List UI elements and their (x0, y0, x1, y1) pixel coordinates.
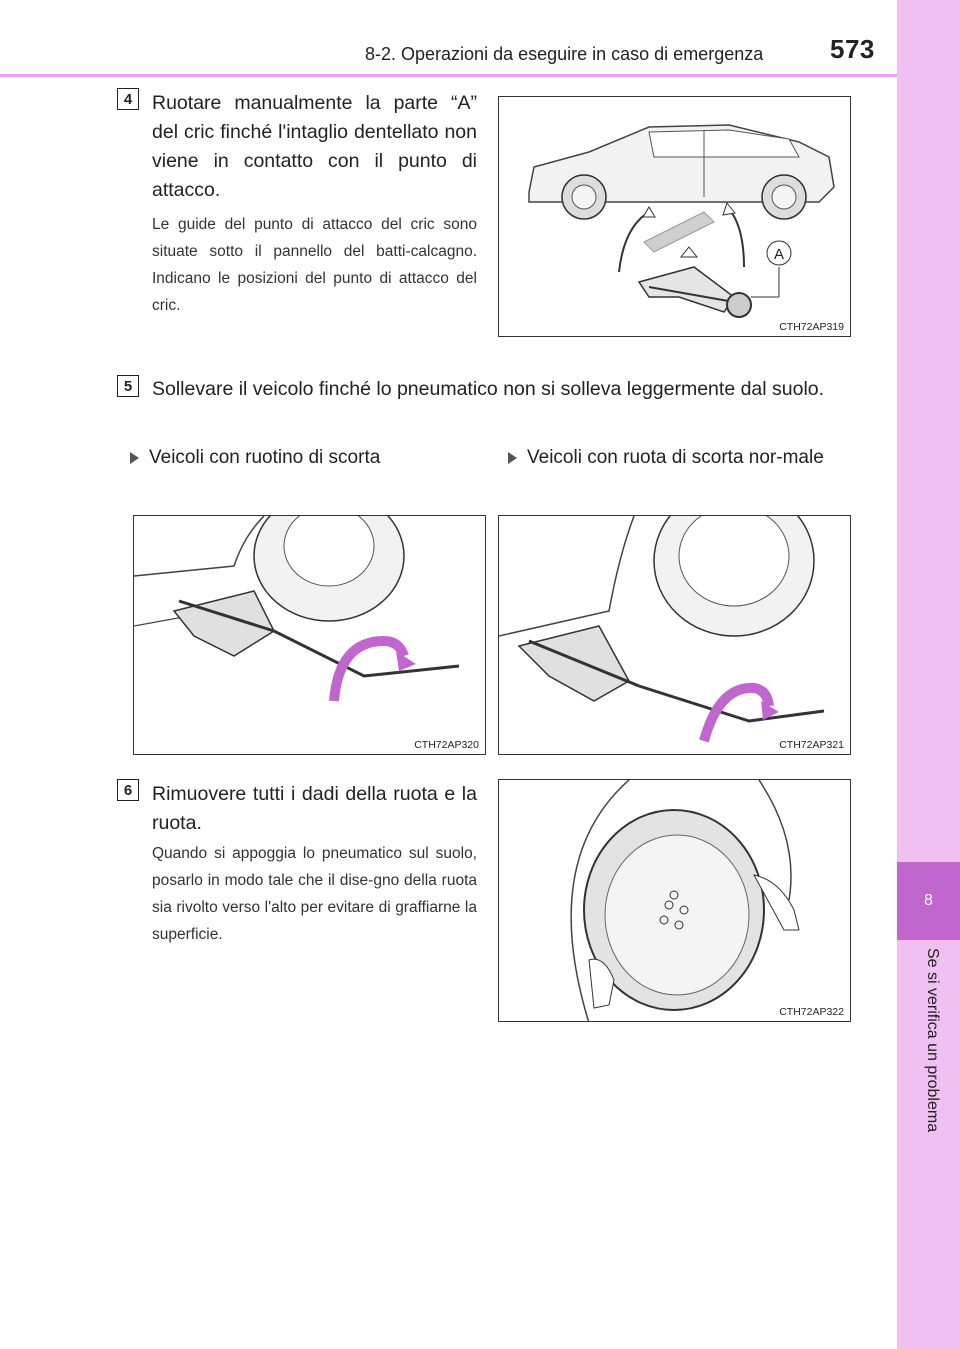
chapter-title: Se si verifica un problema (924, 948, 941, 1133)
header-rule (0, 74, 897, 77)
car-jack-illustration (499, 97, 851, 337)
option-label: Veicoli con ruotino di scorta (149, 447, 381, 468)
step-6-text: Rimuovere tutti i dadi della ruota e la ruota. (152, 783, 477, 834)
step-4-note: Le guide del punto di attacco del cric sono situate sotto il pannello del batti-calcagno. Indicano le posizioni del punto di attacco del cric. (152, 216, 477, 314)
option-label: Veicoli con ruota di scorta nor-male (527, 447, 824, 468)
section-title: 8-2. Operazioni da eseguire in caso di emergenza (365, 44, 764, 64)
step-number-6: 6 (117, 779, 139, 801)
chapter-number-tab: 8 (897, 862, 960, 940)
figure-code: CTH72AP321 (779, 739, 844, 751)
step-5-text: Sollevare il veicolo finché lo pneumatico non si solleva leggermente dal suolo. (152, 378, 825, 400)
figure-jack-full-spare (498, 515, 851, 755)
figure-label-a: A (773, 246, 785, 263)
figure-jack-attach (498, 96, 851, 337)
step-4-text: Ruotare manualmente la parte “A” del cric finché l'intaglio dentellato non viene in contatto con il punto di attacco. (152, 92, 477, 201)
option-spare-mini (130, 443, 470, 472)
option-spare-full (508, 443, 853, 472)
figure-code: CTH72AP319 (779, 321, 844, 333)
wheel-removal-illustration (499, 780, 851, 1022)
step-6-note: Quando si appoggia lo pneumatico sul suolo, posarlo in modo tale che il dise-gno della ruota sia rivolto verso l'alto per evitare di graffiarne la superficie. (152, 845, 477, 943)
step-number-5: 5 (117, 375, 139, 397)
figure-code: CTH72AP322 (779, 1006, 844, 1018)
figure-code: CTH72AP320 (414, 739, 479, 751)
step-number-4: 4 (117, 88, 139, 110)
bullet-triangle-icon (130, 452, 139, 464)
jack-raise-illustration (499, 516, 851, 755)
page-number: 573 (830, 34, 875, 64)
figure-jack-mini-spare (133, 515, 486, 755)
bullet-triangle-icon (508, 452, 517, 464)
figure-remove-wheel (498, 779, 851, 1022)
jack-raise-illustration (134, 516, 486, 755)
